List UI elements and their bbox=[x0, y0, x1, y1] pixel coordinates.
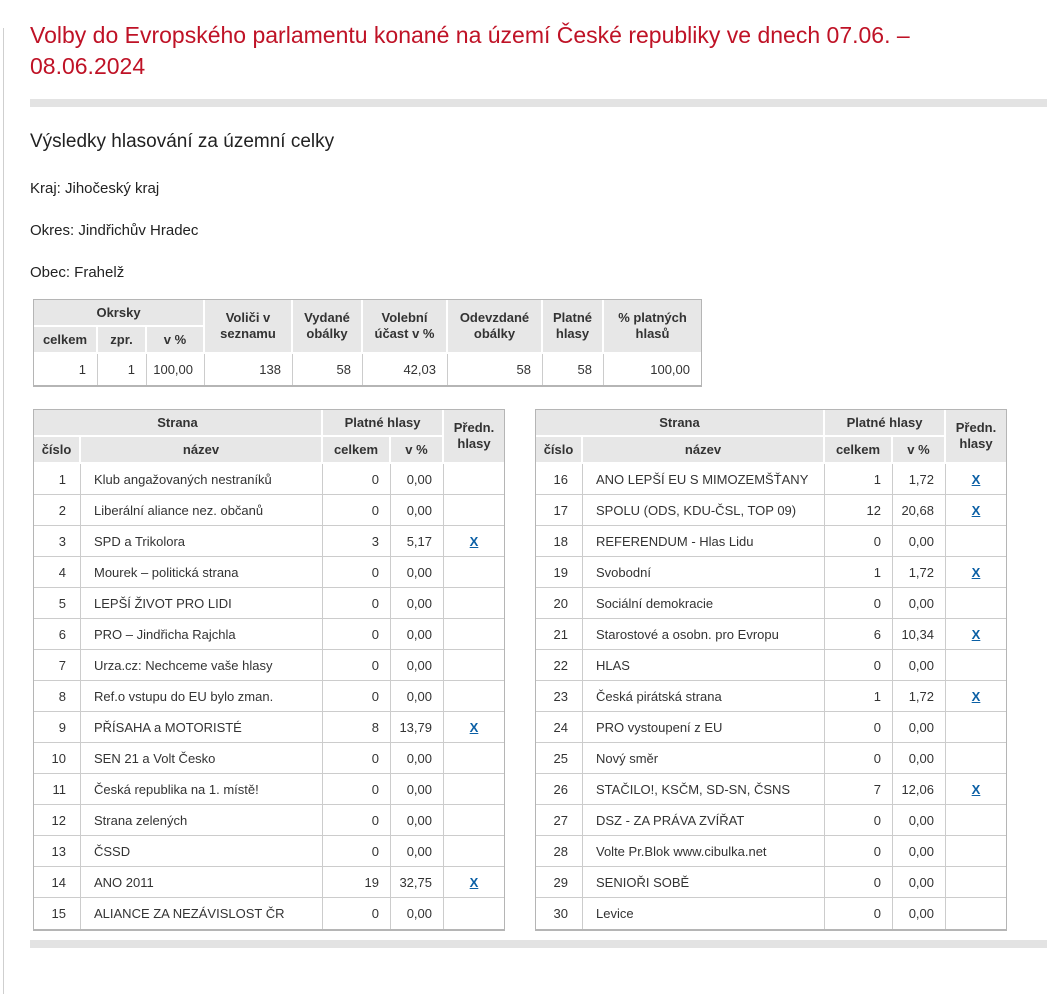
party-votes-total: 0 bbox=[323, 774, 391, 805]
preferential-votes-link[interactable]: X bbox=[971, 688, 981, 704]
party-table-right-container bbox=[535, 409, 1007, 931]
party-row bbox=[34, 650, 504, 681]
preferential-votes-cell bbox=[946, 867, 1006, 898]
summary-table-container bbox=[33, 299, 702, 387]
party-number: 11 bbox=[34, 774, 81, 805]
preferential-votes-cell bbox=[444, 743, 504, 774]
party-header-cislo: číslo bbox=[536, 437, 583, 464]
party-name: Česká pirátská strana bbox=[583, 681, 825, 712]
preferential-votes-cell bbox=[946, 743, 1006, 774]
party-row bbox=[536, 464, 1006, 495]
party-votes-percent: 13,79 bbox=[391, 712, 444, 743]
party-votes-percent: 0,00 bbox=[893, 743, 946, 774]
party-votes-percent: 5,17 bbox=[391, 526, 444, 557]
party-row bbox=[536, 867, 1006, 898]
party-votes-total: 7 bbox=[825, 774, 893, 805]
preferential-votes-cell bbox=[946, 681, 1006, 712]
party-votes-total: 0 bbox=[323, 805, 391, 836]
party-number: 24 bbox=[536, 712, 583, 743]
preferential-votes-cell bbox=[444, 774, 504, 805]
party-votes-percent: 1,72 bbox=[893, 681, 946, 712]
party-header-strana: Strana bbox=[34, 410, 323, 437]
party-votes-percent: 0,00 bbox=[893, 898, 946, 929]
party-votes-percent: 0,00 bbox=[391, 836, 444, 867]
party-name: ALIANCE ZA NEZÁVISLOST ČR bbox=[81, 898, 323, 929]
party-number: 17 bbox=[536, 495, 583, 526]
preferential-votes-cell bbox=[444, 619, 504, 650]
preferential-votes-cell bbox=[946, 619, 1006, 650]
party-votes-total: 1 bbox=[825, 464, 893, 495]
preferential-votes-cell bbox=[444, 836, 504, 867]
preferential-votes-cell bbox=[946, 805, 1006, 836]
party-votes-percent: 0,00 bbox=[391, 588, 444, 619]
party-header-platne-hlasy: Platné hlasy bbox=[825, 410, 946, 437]
summary-header-volici: Voliči v seznamu bbox=[205, 300, 293, 354]
preferential-votes-cell bbox=[946, 650, 1006, 681]
preferential-votes-link[interactable]: X bbox=[469, 533, 479, 549]
top-divider bbox=[30, 99, 1047, 107]
summary-pct-platnych-value: 100,00 bbox=[604, 354, 701, 385]
party-votes-total: 0 bbox=[323, 743, 391, 774]
party-name: SEN 21 a Volt Česko bbox=[81, 743, 323, 774]
party-header-celkem: celkem bbox=[825, 437, 893, 464]
party-votes-percent: 1,72 bbox=[893, 464, 946, 495]
party-table-left bbox=[34, 410, 504, 929]
summary-header-okrsky: Okrsky bbox=[34, 300, 205, 327]
party-row bbox=[34, 836, 504, 867]
party-header-platne-hlasy: Platné hlasy bbox=[323, 410, 444, 437]
party-number: 16 bbox=[536, 464, 583, 495]
party-number: 7 bbox=[34, 650, 81, 681]
party-name: Strana zelených bbox=[81, 805, 323, 836]
party-number: 5 bbox=[34, 588, 81, 619]
preferential-votes-cell bbox=[444, 495, 504, 526]
party-votes-percent: 0,00 bbox=[893, 805, 946, 836]
party-row bbox=[536, 805, 1006, 836]
party-votes-percent: 0,00 bbox=[391, 743, 444, 774]
party-name: STAČILO!, KSČM, SD-SN, ČSNS bbox=[583, 774, 825, 805]
results-heading: Výsledky hlasování za územní celky bbox=[30, 131, 335, 152]
region-line: Kraj: Jihočeský kraj bbox=[30, 180, 160, 197]
summary-odevzdane-obalky-value: 58 bbox=[448, 354, 543, 385]
party-row bbox=[536, 495, 1006, 526]
party-number: 30 bbox=[536, 898, 583, 929]
party-name: Levice bbox=[583, 898, 825, 929]
party-votes-total: 0 bbox=[825, 712, 893, 743]
party-votes-total: 0 bbox=[825, 805, 893, 836]
party-number: 27 bbox=[536, 805, 583, 836]
party-number: 14 bbox=[34, 867, 81, 898]
party-row bbox=[34, 464, 504, 495]
party-votes-total: 0 bbox=[323, 464, 391, 495]
party-row bbox=[536, 526, 1006, 557]
preferential-votes-cell bbox=[946, 526, 1006, 557]
party-row bbox=[536, 650, 1006, 681]
party-votes-percent: 0,00 bbox=[391, 495, 444, 526]
party-votes-total: 12 bbox=[825, 495, 893, 526]
party-name: PŘÍSAHA a MOTORISTÉ bbox=[81, 712, 323, 743]
party-row bbox=[34, 588, 504, 619]
preferential-votes-link[interactable]: X bbox=[469, 719, 479, 735]
party-row bbox=[34, 681, 504, 712]
summary-header-ucast: Volební účast v % bbox=[363, 300, 448, 354]
party-name: DSZ - ZA PRÁVA ZVÍŘAT bbox=[583, 805, 825, 836]
party-votes-total: 0 bbox=[825, 898, 893, 929]
party-row bbox=[34, 619, 504, 650]
preferential-votes-cell bbox=[946, 588, 1006, 619]
party-number: 22 bbox=[536, 650, 583, 681]
party-name: LEPŠÍ ŽIVOT PRO LIDI bbox=[81, 588, 323, 619]
party-votes-percent: 0,00 bbox=[391, 650, 444, 681]
party-row bbox=[536, 619, 1006, 650]
party-name: SPD a Trikolora bbox=[81, 526, 323, 557]
party-number: 29 bbox=[536, 867, 583, 898]
summary-okrsky-zpr-value: 1 bbox=[98, 354, 147, 385]
party-name: ČSSD bbox=[81, 836, 323, 867]
party-header-cislo: číslo bbox=[34, 437, 81, 464]
preferential-votes-link[interactable]: X bbox=[971, 564, 981, 580]
party-name: ANO LEPŠÍ EU S MIMOZEMŠŤANY bbox=[583, 464, 825, 495]
preferential-votes-cell bbox=[946, 898, 1006, 929]
summary-table bbox=[34, 300, 701, 385]
preferential-votes-cell bbox=[444, 805, 504, 836]
party-votes-total: 0 bbox=[323, 898, 391, 929]
preferential-votes-cell bbox=[444, 464, 504, 495]
bottom-divider bbox=[30, 940, 1047, 948]
party-votes-percent: 0,00 bbox=[893, 588, 946, 619]
party-votes-total: 0 bbox=[323, 557, 391, 588]
preferential-votes-cell bbox=[946, 464, 1006, 495]
party-name: PRO – Jindřicha Rajchla bbox=[81, 619, 323, 650]
page-title: Volby do Evropského parlamentu konané na území České republiky ve dnech 07.06. – 08.06.2024 bbox=[30, 22, 910, 79]
party-votes-percent: 0,00 bbox=[893, 526, 946, 557]
party-name: REFERENDUM - Hlas Lidu bbox=[583, 526, 825, 557]
party-votes-total: 0 bbox=[825, 650, 893, 681]
party-votes-total: 0 bbox=[825, 743, 893, 774]
party-name: ANO 2011 bbox=[81, 867, 323, 898]
summary-header-okrsky-vpct: v % bbox=[147, 327, 205, 354]
party-number: 25 bbox=[536, 743, 583, 774]
preferential-votes-cell bbox=[444, 588, 504, 619]
party-name: Liberální aliance nez. občanů bbox=[81, 495, 323, 526]
summary-volici-value: 138 bbox=[205, 354, 293, 385]
party-votes-percent: 20,68 bbox=[893, 495, 946, 526]
party-votes-percent: 32,75 bbox=[391, 867, 444, 898]
party-number: 18 bbox=[536, 526, 583, 557]
party-header-vpct: v % bbox=[893, 437, 946, 464]
summary-vydane-obalky-value: 58 bbox=[293, 354, 363, 385]
party-number: 10 bbox=[34, 743, 81, 774]
party-number: 2 bbox=[34, 495, 81, 526]
party-votes-percent: 0,00 bbox=[391, 619, 444, 650]
party-votes-percent: 0,00 bbox=[391, 805, 444, 836]
party-number: 8 bbox=[34, 681, 81, 712]
party-header-celkem: celkem bbox=[323, 437, 391, 464]
party-row bbox=[536, 898, 1006, 929]
preferential-votes-cell bbox=[444, 557, 504, 588]
party-row bbox=[536, 743, 1006, 774]
page-content bbox=[30, 20, 1047, 948]
preferential-votes-link[interactable]: X bbox=[971, 502, 981, 518]
party-row bbox=[536, 712, 1006, 743]
preferential-votes-link[interactable]: X bbox=[971, 626, 981, 642]
party-header-predn-hlasy: Předn. hlasy bbox=[444, 410, 504, 464]
party-name: Volte Pr.Blok www.cibulka.net bbox=[583, 836, 825, 867]
preferential-votes-cell bbox=[946, 495, 1006, 526]
party-votes-total: 8 bbox=[323, 712, 391, 743]
summary-platne-hlasy-value: 58 bbox=[543, 354, 604, 385]
party-number: 21 bbox=[536, 619, 583, 650]
party-votes-total: 0 bbox=[825, 588, 893, 619]
party-votes-percent: 0,00 bbox=[391, 898, 444, 929]
summary-data-row bbox=[34, 354, 701, 385]
party-votes-total: 1 bbox=[825, 557, 893, 588]
party-number: 9 bbox=[34, 712, 81, 743]
party-votes-percent: 1,72 bbox=[893, 557, 946, 588]
party-tables-section bbox=[33, 409, 1047, 931]
summary-okrsky-vpct-value: 100,00 bbox=[147, 354, 205, 385]
party-row bbox=[536, 588, 1006, 619]
party-votes-percent: 0,00 bbox=[391, 774, 444, 805]
party-row bbox=[34, 712, 504, 743]
party-name: Mourek – politická strana bbox=[81, 557, 323, 588]
summary-header-pct-platnych: % platných hlasů bbox=[604, 300, 701, 354]
party-row bbox=[34, 867, 504, 898]
party-name: Nový směr bbox=[583, 743, 825, 774]
party-number: 26 bbox=[536, 774, 583, 805]
party-number: 4 bbox=[34, 557, 81, 588]
summary-header-okrsky-celkem: celkem bbox=[34, 327, 98, 354]
summary-header-vydane-obalky: Vydané obálky bbox=[293, 300, 363, 354]
party-votes-total: 0 bbox=[323, 495, 391, 526]
party-header-nazev: název bbox=[583, 437, 825, 464]
party-votes-total: 0 bbox=[323, 681, 391, 712]
party-votes-total: 0 bbox=[825, 867, 893, 898]
party-row bbox=[536, 557, 1006, 588]
party-table-left-container bbox=[33, 409, 505, 931]
party-name: Svobodní bbox=[583, 557, 825, 588]
preferential-votes-cell bbox=[946, 774, 1006, 805]
party-votes-total: 0 bbox=[323, 588, 391, 619]
party-name: Ref.o vstupu do EU bylo zman. bbox=[81, 681, 323, 712]
party-name: SENIOŘI SOBĚ bbox=[583, 867, 825, 898]
party-header-predn-hlasy: Předn. hlasy bbox=[946, 410, 1006, 464]
party-votes-percent: 10,34 bbox=[893, 619, 946, 650]
party-number: 15 bbox=[34, 898, 81, 929]
party-votes-percent: 0,00 bbox=[391, 681, 444, 712]
party-row bbox=[536, 836, 1006, 867]
party-name: SPOLU (ODS, KDU-ČSL, TOP 09) bbox=[583, 495, 825, 526]
party-name: PRO vystoupení z EU bbox=[583, 712, 825, 743]
party-row bbox=[34, 526, 504, 557]
summary-okrsky-celkem-value: 1 bbox=[34, 354, 98, 385]
preferential-votes-cell bbox=[946, 712, 1006, 743]
party-votes-total: 0 bbox=[825, 526, 893, 557]
party-number: 1 bbox=[34, 464, 81, 495]
party-name: HLAS bbox=[583, 650, 825, 681]
party-header-vpct: v % bbox=[391, 437, 444, 464]
preferential-votes-cell bbox=[444, 712, 504, 743]
preferential-votes-cell bbox=[444, 867, 504, 898]
party-votes-percent: 0,00 bbox=[893, 836, 946, 867]
preferential-votes-cell bbox=[444, 681, 504, 712]
party-row bbox=[34, 557, 504, 588]
party-row bbox=[34, 805, 504, 836]
party-votes-percent: 0,00 bbox=[391, 557, 444, 588]
preferential-votes-link[interactable]: X bbox=[971, 471, 981, 487]
party-votes-percent: 12,06 bbox=[893, 774, 946, 805]
party-number: 28 bbox=[536, 836, 583, 867]
summary-header-platne-hlasy: Platné hlasy bbox=[543, 300, 604, 354]
party-name: Klub angažovaných nestraníků bbox=[81, 464, 323, 495]
party-row bbox=[34, 743, 504, 774]
party-table-right bbox=[536, 410, 1006, 929]
summary-ucast-value: 42,03 bbox=[363, 354, 448, 385]
party-number: 19 bbox=[536, 557, 583, 588]
party-votes-total: 1 bbox=[825, 681, 893, 712]
page-left-border bbox=[3, 28, 4, 994]
preferential-votes-link[interactable]: X bbox=[469, 874, 479, 890]
preferential-votes-cell bbox=[444, 650, 504, 681]
preferential-votes-cell bbox=[946, 836, 1006, 867]
party-votes-percent: 0,00 bbox=[893, 867, 946, 898]
district-line: Okres: Jindřichův Hradec bbox=[30, 222, 199, 239]
party-row bbox=[536, 774, 1006, 805]
party-name: Sociální demokracie bbox=[583, 588, 825, 619]
party-votes-total: 0 bbox=[323, 619, 391, 650]
party-name: Česká republika na 1. místě! bbox=[81, 774, 323, 805]
preferential-votes-link[interactable]: X bbox=[971, 781, 981, 797]
party-votes-percent: 0,00 bbox=[391, 464, 444, 495]
party-votes-total: 6 bbox=[825, 619, 893, 650]
preferential-votes-cell bbox=[946, 557, 1006, 588]
party-votes-total: 0 bbox=[323, 836, 391, 867]
party-votes-total: 0 bbox=[323, 650, 391, 681]
party-row bbox=[34, 495, 504, 526]
preferential-votes-cell bbox=[444, 526, 504, 557]
party-row bbox=[34, 774, 504, 805]
preferential-votes-cell bbox=[444, 898, 504, 929]
party-votes-percent: 0,00 bbox=[893, 712, 946, 743]
party-votes-total: 19 bbox=[323, 867, 391, 898]
party-number: 13 bbox=[34, 836, 81, 867]
summary-header-okrsky-zpr: zpr. bbox=[98, 327, 147, 354]
party-number: 6 bbox=[34, 619, 81, 650]
party-header-nazev: název bbox=[81, 437, 323, 464]
party-header-strana: Strana bbox=[536, 410, 825, 437]
party-number: 12 bbox=[34, 805, 81, 836]
party-votes-total: 3 bbox=[323, 526, 391, 557]
municipality-line: Obec: Frahelž bbox=[30, 264, 125, 281]
party-number: 20 bbox=[536, 588, 583, 619]
party-number: 3 bbox=[34, 526, 81, 557]
party-number: 23 bbox=[536, 681, 583, 712]
party-votes-percent: 0,00 bbox=[893, 650, 946, 681]
party-row bbox=[34, 898, 504, 929]
summary-header-odevzdane-obalky: Odevzdané obálky bbox=[448, 300, 543, 354]
party-votes-total: 0 bbox=[825, 836, 893, 867]
party-name: Urza.cz: Nechceme vaše hlasy bbox=[81, 650, 323, 681]
party-name: Starostové a osobn. pro Evropu bbox=[583, 619, 825, 650]
party-row bbox=[536, 681, 1006, 712]
